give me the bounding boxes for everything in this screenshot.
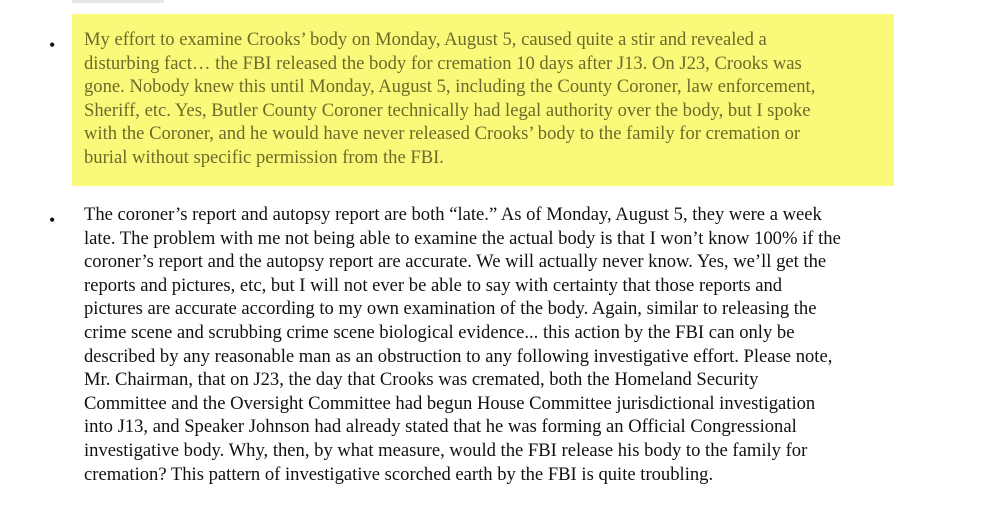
- paragraph-line: cremation? This pattern of investigative scorched earth by the FBI is quite troubling.: [84, 463, 714, 485]
- paragraph-line: burial without specific permission from the FBI.: [84, 146, 444, 168]
- paragraph-1: [84, 28, 894, 170]
- paragraph-line: gone. Nobody knew this until Monday, August 5, including the County Coroner, law enforcement,: [84, 76, 816, 98]
- bullet-glyph: •: [49, 35, 56, 55]
- paragraph-line: Mr. Chairman, that on J23, the day that Crooks was cremated, both the Homeland Security: [84, 369, 759, 391]
- paragraph-line: late. The problem with me not being able to examine the actual body is that I won’t know 100% if the: [84, 227, 841, 249]
- paragraph-line: pictures are accurate according to my own examination of the body. Again, similar to releasing the: [84, 298, 817, 320]
- paragraph-line: investigative body. Why, then, by what measure, would the FBI release his body to the family for: [84, 439, 808, 461]
- paragraph-line: Sheriff, etc. Yes, Butler County Coroner technically had legal authority over the body, but I spoke: [84, 99, 811, 121]
- paragraph-line: Committee and the Oversight Committee had begun House Committee jurisdictional investigation: [84, 392, 816, 414]
- paragraph-line: disturbing fact… the FBI released the body for cremation 10 days after J13. On J23, Crooks was: [84, 52, 802, 74]
- paragraph-line: into J13, and Speaker Johnson had already stated that he was forming an Official Congressional: [84, 416, 797, 438]
- paragraph-line: My effort to examine Crooks’ body on Monday, August 5, caused quite a stir and revealed a: [84, 29, 767, 50]
- paragraph-line: with the Coroner, and he would have never released Crooks’ body to the family for cremation or: [84, 123, 801, 145]
- bullet-glyph: •: [49, 210, 56, 230]
- paragraph-line: reports and pictures, etc, but I will not ever be able to say with certainty that those reports and: [84, 274, 783, 296]
- paragraph-line: coroner’s report and the autopsy report are accurate. We will actually never know. Yes, we’ll get the: [84, 251, 827, 273]
- paragraph-line: described by any reasonable man as an obstruction to any following investigative effort. Please note,: [84, 345, 833, 367]
- paragraph-line: crime scene and scrubbing crime scene biological evidence... this action by the FBI can only be: [84, 321, 795, 343]
- top-divider: [72, 0, 164, 3]
- paragraph-2: [84, 203, 964, 486]
- paragraph-line: The coroner’s report and autopsy report are both “late.” As of Monday, August 5, they were a week: [84, 204, 822, 225]
